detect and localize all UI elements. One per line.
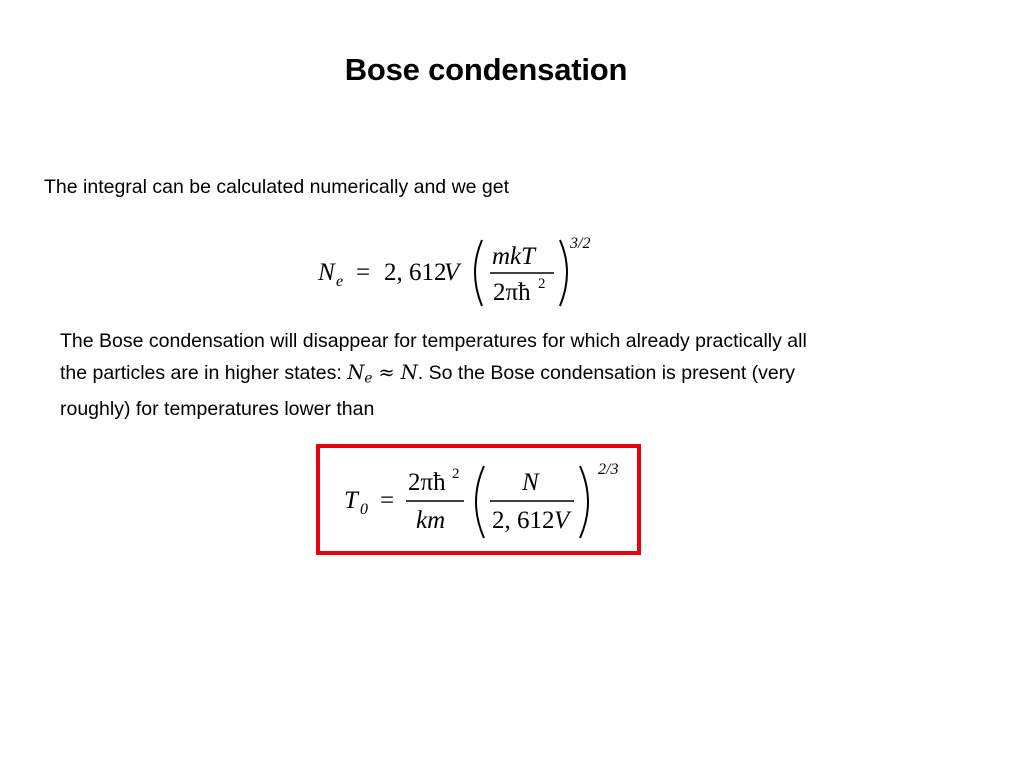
eq-t0-right-paren — [580, 466, 588, 538]
highlight-box — [316, 444, 641, 555]
eq-ne-equals: = — [356, 259, 371, 286]
paragraph-line-2-end: . So the Bose condensation is present (very — [417, 362, 796, 384]
eq-ne-den-exp: 2 — [538, 276, 546, 292]
equation-ne-svg — [310, 226, 610, 312]
equation-t0 — [320, 448, 637, 551]
eq-ne-coefficient: 2, 612 — [384, 259, 447, 286]
paragraph-line-2 — [60, 357, 1000, 394]
eq-ne-left-paren — [475, 240, 482, 306]
eq-ne-lhs-n: N — [318, 259, 335, 286]
eq-t0-frac1-numerator: 2πħ — [408, 469, 446, 496]
eq-t0-left-paren — [476, 466, 484, 538]
eq-t0-frac2-den-v: V — [554, 507, 570, 534]
eq-ne-numerator: mkT — [492, 243, 536, 270]
paragraph-line-2-start: the particles are in higher states: — [60, 362, 348, 384]
eq-t0-frac1-denominator: km — [416, 507, 446, 534]
eq-t0-exponent: 2/3 — [598, 461, 619, 478]
eq-t0-frac2-numerator: N — [522, 469, 539, 496]
eq-ne-v: V — [444, 259, 460, 286]
eq-t0-lhs-sub: 0 — [360, 501, 368, 518]
eq-ne-exponent: 3/2 — [570, 235, 591, 252]
intro-text: The integral can be calculated numerically and we get — [44, 176, 510, 198]
paragraph-line-3: roughly) for temperatures lower than — [60, 398, 375, 421]
inline-math-n2: N — [400, 361, 418, 384]
eq-ne-denominator: 2πħ — [493, 279, 531, 306]
eq-t0-equals: = — [380, 487, 395, 514]
inline-math-n: N — [347, 361, 365, 384]
equation-ne — [310, 226, 610, 312]
equation-t0-svg — [320, 448, 637, 551]
eq-t0-lhs-t: T — [344, 487, 358, 514]
eq-ne-right-paren — [560, 240, 567, 306]
paragraph-line-1: The Bose condensation will disappear for temperatures for which already practically all — [60, 330, 807, 352]
eq-t0-frac1-num-exp: 2 — [452, 466, 460, 482]
inline-math-approx: ≈ — [378, 361, 395, 384]
eq-t0-frac2-den-coef: 2, 612 — [492, 507, 555, 534]
eq-ne-lhs-sub: e — [336, 273, 344, 290]
paragraph — [60, 326, 1000, 425]
inline-math-sub-e: e — [364, 370, 373, 387]
slide-title: Bose condensation — [344, 52, 628, 87]
